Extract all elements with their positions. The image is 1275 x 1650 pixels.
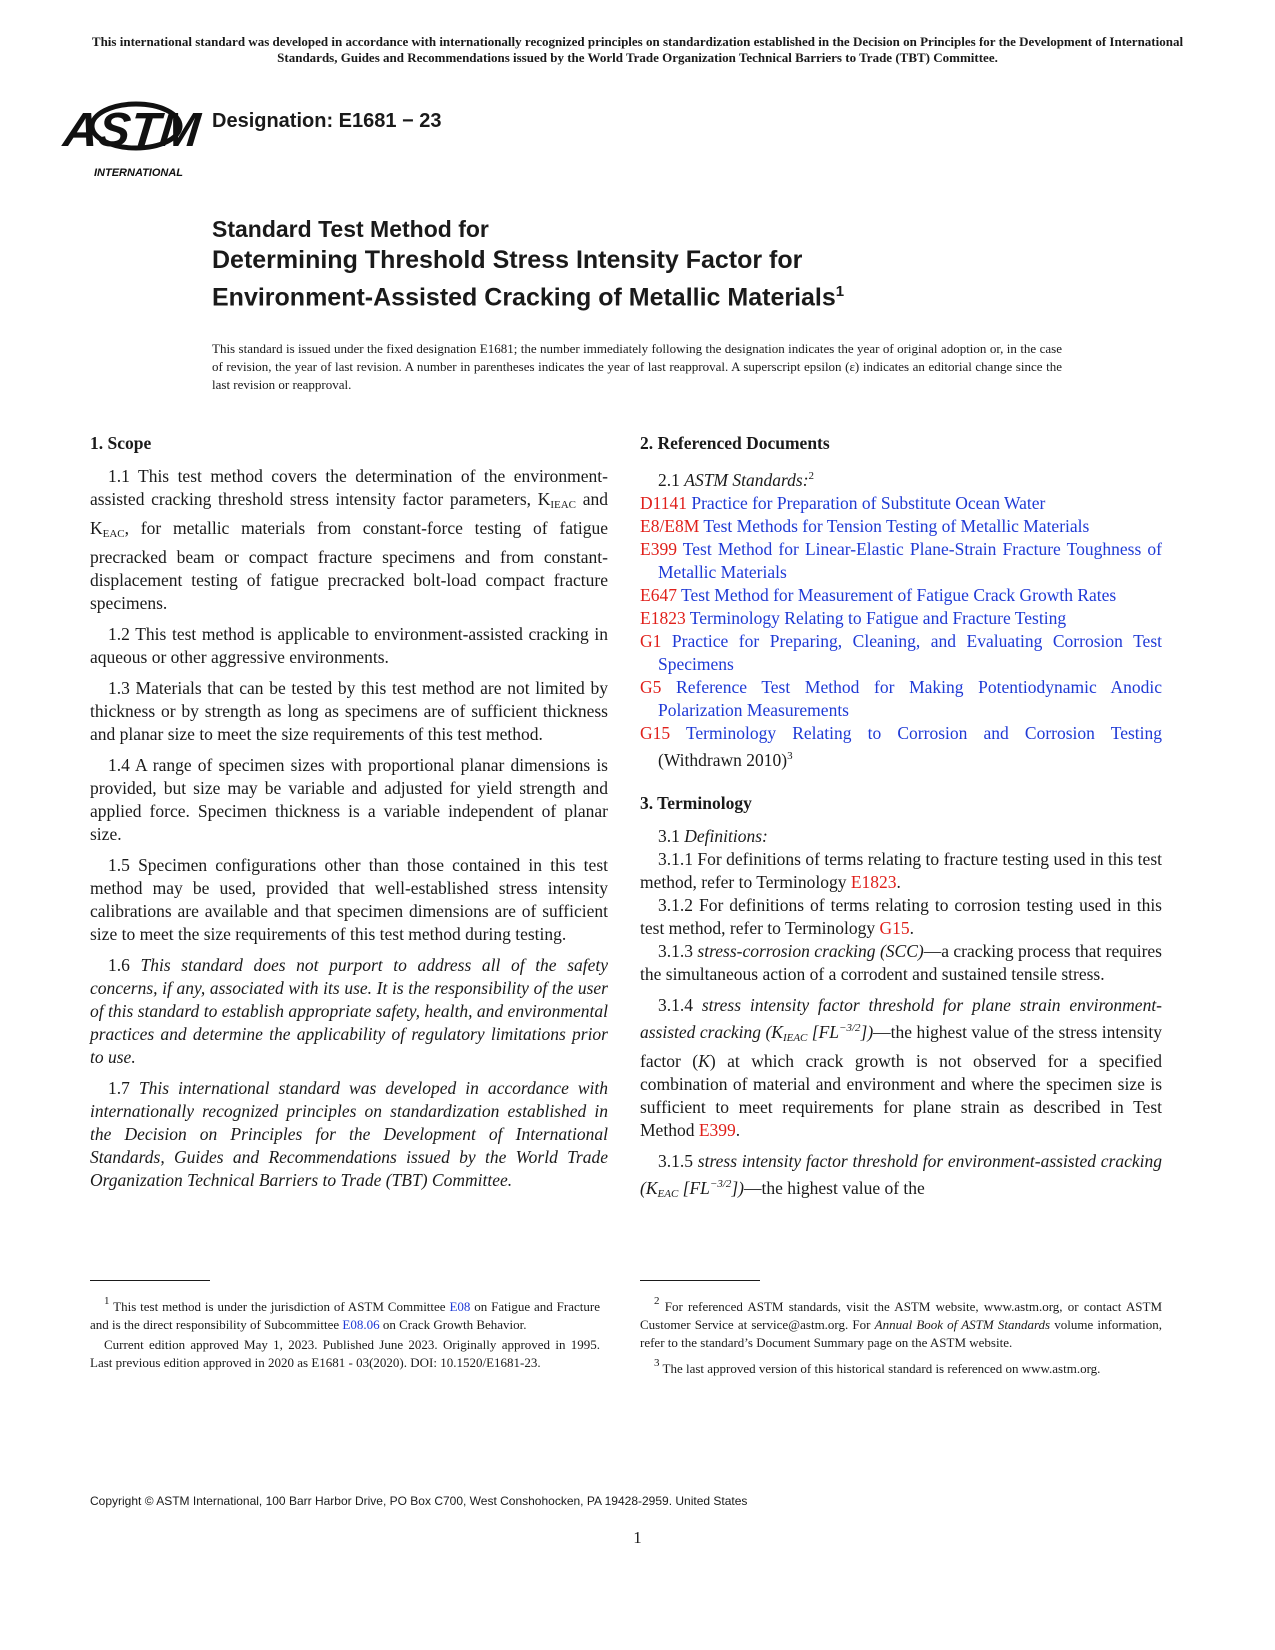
scope-1-7: 1.7 This international standard was developed in accordance with internationally recognized principles on standardization established in the Decision on Principles for the Development of International Standards, Guides and Recommendations issued by the World Trade Organization Technical Barriers to Trade (TBT) Committee.: [90, 1078, 609, 1190]
reference-list: [640, 492, 1162, 772]
scope-heading: 1. Scope: [90, 433, 152, 453]
reference-item[interactable]: G1 Practice for Preparing, Cleaning, and Evaluating Corrosion Test Specimens: [640, 631, 1162, 674]
title-block: [212, 214, 844, 313]
reference-item[interactable]: D1141 Practice for Preparation of Substitute Ocean Water: [640, 493, 1046, 513]
terminology-heading: 3. Terminology: [640, 793, 752, 813]
title-line-1: Standard Test Method for: [212, 216, 489, 242]
term-3-1-1: 3.1.1 For definitions of terms relating to fracture testing used in this test method, refer to Terminology E1823.: [640, 849, 1162, 892]
scope-1-5: 1.5 Specimen configurations other than those contained in this test method may be used, provided that well-established stress intensity calibrations are available and that specimen dimensions are of sufficient size to meet the size requirements of this test method during testing.: [90, 855, 608, 944]
term-3-1-4: 3.1.4 stress intensity factor threshold for plane strain environment-assisted cracking ($K_{IEAC}$ $[FL^{-3/2}])—the$ highest value of the stress intensity factor (K) at which crack growth is not observed for a specified combination of material and environment and where the specimen size is sufficient to meet requirements for plane strain as described in Test Method E399.: [640, 995, 1163, 1140]
footnote-2: $^2$ For referenced ASTM standards, visit the ASTM website, www.astm.org, or contact ASTM Customer Service at service@astm.org. For Annual Book of ASTM Standards volume information, refer to the standard’s Document Summary page on the ASTM website.: [640, 1295, 1162, 1350]
term-3-1-3: 3.1.3 stress-corrosion cracking (SCC)—a cracking process that requires the simultaneous action of a corrodent and sustained tensile stress.: [640, 941, 1162, 984]
link-g15[interactable]: G15: [879, 918, 910, 938]
designation: Designation: E1681 − 23: [212, 110, 442, 132]
title-footnote-mark: 1: [835, 283, 845, 300]
footnote-rule-right: [640, 1280, 760, 1281]
scope-1-4: 1.4 A range of specimen sizes with proportional planar dimensions is provided, but size may be variable and adjusted for yield strength and applied force. Specimen thickness is a variable independent of planar size.: [90, 755, 608, 844]
term-3-1-5: 3.1.5 stress intensity factor threshold for environment-assisted cracking ($K_{EAC}$ $[FL^{-3/2}])—the$ highest value of the: [640, 1151, 1162, 1200]
page-number: 1: [633, 1528, 642, 1547]
footnotes-left: [90, 1292, 600, 1374]
scope-1-3: 1.3 Materials that can be tested by this test method are not limited by thickness or by strength as long as specimens are of sufficient thickness and planar size to meet the size requirements of this test method.: [90, 678, 608, 744]
term-3-1: 3.1 Definitions:: [658, 826, 768, 846]
reference-item[interactable]: E399 Test Method for Linear-Elastic Plane-Strain Fracture Toughness of Metallic Materials: [640, 539, 1162, 582]
title-line-2: Determining Threshold Stress Intensity Factor for: [212, 246, 803, 274]
footnote-1-edition: Current edition approved May 1, 2023. Published June 2023. Originally approved in 1995. Last previous edition approved in 2020 as E1681 - 03(2020). DOI: 10.1520/E1681-23.: [90, 1337, 600, 1370]
astm-logo: [60, 90, 203, 180]
copyright: Copyright © ASTM International, 100 Barr Harbor Drive, PO Box C700, West Conshohocken, PA 19428-2959. United States: [90, 1494, 748, 1508]
reference-item[interactable]: E647 Test Method for Measurement of Fatigue Crack Growth Rates: [640, 585, 1117, 605]
logo-text: INTERNATIONAL: [94, 167, 184, 179]
term-3-1-2: 3.1.2 For definitions of terms relating to corrosion testing used in this test method, refer to Terminology G15.: [640, 895, 1162, 938]
right-column: [640, 432, 1162, 1214]
reference-item[interactable]: G5 Reference Test Method for Making Potentiodynamic Anodic Polarization Measurements: [640, 677, 1162, 720]
footnote-3: $^3$ The last approved version of this historical standard is referenced on www.astm.org.: [654, 1357, 1101, 1376]
scope-1-6: 1.6 This standard does not purport to address all of the safety concerns, if any, associated with its use. It is the responsibility of the user of this standard to establish appropriate safety, health, and environmental practices and determine the applicability of regulatory limitations prior to use.: [90, 955, 609, 1067]
refdocs-intro: 2.1 ASTM Standards:$^2$: [658, 470, 815, 490]
footnote-1: $^1$ This test method is under the jurisdiction of ASTM Committee E08 on Fatigue and Fracture and is the direct responsibility of Subcommittee E08.06 on Crack Growth Behavior.: [90, 1295, 600, 1332]
reference-item[interactable]: G15 Terminology Relating to Corrosion and Corrosion Testing (Withdrawn 2010)$^3$: [640, 723, 1162, 770]
footnote-rule-left: [90, 1280, 210, 1281]
scope-1-1: 1.1 This test method covers the determination of the environment-assisted cracking threshold stress intensity factor parameters, $K_{IEAC}$ and $K_{EAC}$, for metallic materials from constant-force testing of fatigue precracked beam or compact fracture specimens and from constant-displacement testing of fatigue precracked bolt-load compact fracture specimens.: [90, 466, 608, 613]
svg-text:ASTM: ASTM: [60, 103, 203, 157]
refdocs-heading: 2. Referenced Documents: [640, 433, 830, 453]
link-e08[interactable]: E08: [449, 1299, 471, 1314]
top-notice: This international standard was developed in accordance with internationally recognized principles on standardization established in the Decision on Principles for the Development of International Standards, Guides and Recommendations issued by the World Trade Organization Technical Barriers to Trade (TBT) Committee.: [91, 34, 1184, 65]
footnotes-right: [640, 1292, 1162, 1380]
left-column: [90, 432, 608, 1200]
link-e08-06[interactable]: E08.06: [342, 1317, 380, 1332]
scope-1-2: 1.2 This test method is applicable to environment-assisted cracking in aqueous or other aggressive environments.: [90, 624, 608, 667]
issue-note: This standard is issued under the fixed designation E1681; the number immediately following the designation indicates the year of original adoption or, in the case of revision, the year of last revision. A number in parentheses indicates the year of last reapproval. A superscript epsilon (ε) indicates an editorial change since the last revision or reapproval.: [212, 341, 1062, 392]
reference-item[interactable]: E8/E8M Test Methods for Tension Testing of Metallic Materials: [640, 516, 1090, 536]
title-line-3: Environment-Assisted Cracking of Metallic Materials$^1$: [212, 283, 845, 312]
link-e399[interactable]: E399: [698, 1120, 736, 1140]
reference-item[interactable]: E1823 Terminology Relating to Fatigue and Fracture Testing: [640, 608, 1067, 628]
link-e1823[interactable]: E1823: [850, 872, 897, 892]
